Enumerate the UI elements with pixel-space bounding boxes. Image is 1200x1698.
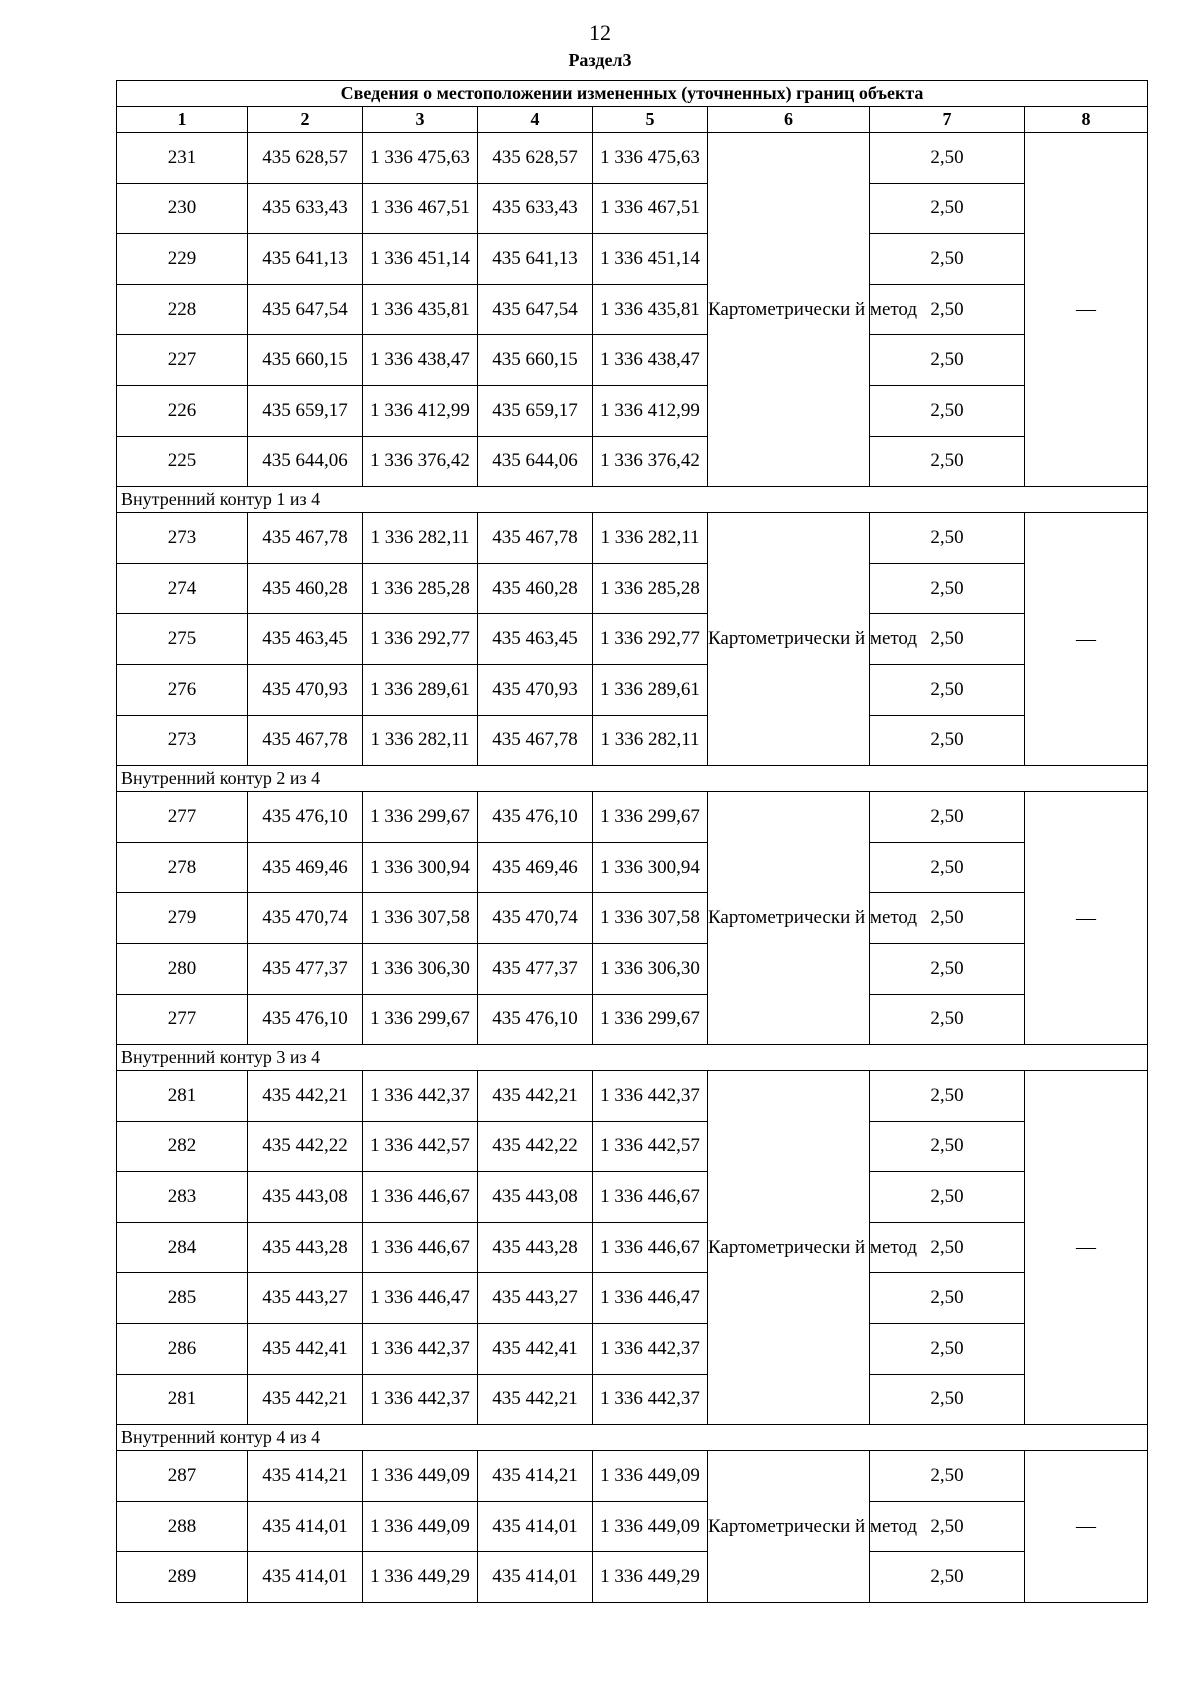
point-number-cell: 273 — [117, 513, 248, 564]
boundary-coordinates-table — [116, 80, 1148, 1603]
point-number-cell: 277 — [117, 792, 248, 843]
y-new-cell: 1 336 475,63 — [593, 133, 708, 184]
x-old-cell: 435 442,21 — [248, 1071, 363, 1122]
x-old-cell: 435 460,28 — [248, 563, 363, 614]
y-new-cell: 1 336 442,57 — [593, 1121, 708, 1172]
x-new-cell: 435 443,27 — [478, 1273, 593, 1324]
y-new-cell: 1 336 449,09 — [593, 1501, 708, 1552]
y-old-cell: 1 336 446,67 — [363, 1222, 478, 1273]
column-header: 1 — [117, 107, 248, 133]
x-new-cell: 435 414,01 — [478, 1501, 593, 1552]
table-row — [117, 1501, 1148, 1552]
y-new-cell: 1 336 442,37 — [593, 1374, 708, 1425]
x-new-cell: 435 467,78 — [478, 513, 593, 564]
y-old-cell: 1 336 475,63 — [363, 133, 478, 184]
point-number-cell: 286 — [117, 1324, 248, 1375]
accuracy-cell: 2,50 — [870, 234, 1025, 285]
table-row — [117, 842, 1148, 893]
table-row — [117, 513, 1148, 564]
accuracy-cell: 2,50 — [870, 335, 1025, 386]
accuracy-cell: 2,50 — [870, 1552, 1025, 1603]
table-row — [117, 614, 1148, 665]
x-old-cell: 435 644,06 — [248, 436, 363, 487]
accuracy-cell: 2,50 — [870, 715, 1025, 766]
point-number-cell: 285 — [117, 1273, 248, 1324]
x-old-cell: 435 442,21 — [248, 1374, 363, 1425]
contour-label-row — [117, 487, 1148, 513]
x-old-cell: 435 442,41 — [248, 1324, 363, 1375]
y-old-cell: 1 336 446,67 — [363, 1172, 478, 1223]
x-new-cell: 435 442,22 — [478, 1121, 593, 1172]
x-new-cell: 435 477,37 — [478, 943, 593, 994]
accuracy-cell: 2,50 — [870, 563, 1025, 614]
table-row — [117, 133, 1148, 184]
accuracy-cell: 2,50 — [870, 664, 1025, 715]
x-new-cell: 435 470,93 — [478, 664, 593, 715]
table-row — [117, 335, 1148, 386]
accuracy-cell: 2,50 — [870, 1172, 1025, 1223]
table-row — [117, 234, 1148, 285]
table-row — [117, 664, 1148, 715]
note-cell: — — [1025, 1451, 1148, 1603]
table-row — [117, 284, 1148, 335]
contour-label-row — [117, 766, 1148, 792]
accuracy-cell: 2,50 — [870, 792, 1025, 843]
table-row — [117, 715, 1148, 766]
table-row — [117, 943, 1148, 994]
y-new-cell: 1 336 442,37 — [593, 1324, 708, 1375]
x-new-cell: 435 469,46 — [478, 842, 593, 893]
x-new-cell: 435 628,57 — [478, 133, 593, 184]
y-old-cell: 1 336 307,58 — [363, 893, 478, 944]
x-new-cell: 435 443,28 — [478, 1222, 593, 1273]
y-old-cell: 1 336 442,57 — [363, 1121, 478, 1172]
y-old-cell: 1 336 299,67 — [363, 994, 478, 1045]
point-number-cell: 281 — [117, 1374, 248, 1425]
y-old-cell: 1 336 282,11 — [363, 715, 478, 766]
x-new-cell: 435 470,74 — [478, 893, 593, 944]
y-old-cell: 1 336 449,29 — [363, 1552, 478, 1603]
accuracy-cell: 2,50 — [870, 1222, 1025, 1273]
accuracy-cell: 2,50 — [870, 1451, 1025, 1502]
x-old-cell: 435 647,54 — [248, 284, 363, 335]
table-row — [117, 436, 1148, 487]
table-row — [117, 1552, 1148, 1603]
x-new-cell: 435 659,17 — [478, 385, 593, 436]
x-new-cell: 435 443,08 — [478, 1172, 593, 1223]
point-number-cell: 274 — [117, 563, 248, 614]
x-new-cell: 435 414,21 — [478, 1451, 593, 1502]
y-old-cell: 1 336 306,30 — [363, 943, 478, 994]
point-number-cell: 278 — [117, 842, 248, 893]
contour-label-row — [117, 1425, 1148, 1451]
point-number-cell: 230 — [117, 183, 248, 234]
y-new-cell: 1 336 285,28 — [593, 563, 708, 614]
point-number-cell: 228 — [117, 284, 248, 335]
y-new-cell: 1 336 282,11 — [593, 513, 708, 564]
point-number-cell: 289 — [117, 1552, 248, 1603]
table-row — [117, 385, 1148, 436]
x-new-cell: 435 442,21 — [478, 1071, 593, 1122]
y-old-cell: 1 336 451,14 — [363, 234, 478, 285]
note-cell: — — [1025, 513, 1148, 766]
column-header: 7 — [870, 107, 1025, 133]
y-new-cell: 1 336 449,09 — [593, 1451, 708, 1502]
y-old-cell: 1 336 289,61 — [363, 664, 478, 715]
method-cell: Картометрически й метод — [708, 1451, 870, 1603]
point-number-cell: 277 — [117, 994, 248, 1045]
note-cell: — — [1025, 133, 1148, 487]
point-number-cell: 275 — [117, 614, 248, 665]
y-old-cell: 1 336 442,37 — [363, 1324, 478, 1375]
accuracy-cell: 2,50 — [870, 943, 1025, 994]
y-new-cell: 1 336 451,14 — [593, 234, 708, 285]
x-new-cell: 435 647,54 — [478, 284, 593, 335]
accuracy-cell: 2,50 — [870, 1273, 1025, 1324]
contour-label: Внутренний контур 4 из 4 — [117, 1425, 1148, 1451]
x-old-cell: 435 414,01 — [248, 1552, 363, 1603]
table-row — [117, 563, 1148, 614]
table-row — [117, 1324, 1148, 1375]
x-new-cell: 435 644,06 — [478, 436, 593, 487]
y-old-cell: 1 336 449,09 — [363, 1451, 478, 1502]
note-cell: — — [1025, 792, 1148, 1045]
accuracy-cell: 2,50 — [870, 183, 1025, 234]
x-new-cell: 435 633,43 — [478, 183, 593, 234]
column-header: 6 — [708, 107, 870, 133]
x-new-cell: 435 641,13 — [478, 234, 593, 285]
point-number-cell: 276 — [117, 664, 248, 715]
column-header-row — [117, 107, 1148, 133]
y-new-cell: 1 336 442,37 — [593, 1071, 708, 1122]
y-new-cell: 1 336 299,67 — [593, 994, 708, 1045]
table-row — [117, 1172, 1148, 1223]
y-new-cell: 1 336 446,67 — [593, 1172, 708, 1223]
y-old-cell: 1 336 442,37 — [363, 1374, 478, 1425]
y-new-cell: 1 336 307,58 — [593, 893, 708, 944]
y-old-cell: 1 336 300,94 — [363, 842, 478, 893]
x-old-cell: 435 463,45 — [248, 614, 363, 665]
y-old-cell: 1 336 442,37 — [363, 1071, 478, 1122]
contour-label-row — [117, 1045, 1148, 1071]
point-number-cell: 231 — [117, 133, 248, 184]
point-number-cell: 225 — [117, 436, 248, 487]
accuracy-cell: 2,50 — [870, 893, 1025, 944]
point-number-cell: 273 — [117, 715, 248, 766]
x-old-cell: 435 470,93 — [248, 664, 363, 715]
column-header: 2 — [248, 107, 363, 133]
y-old-cell: 1 336 446,47 — [363, 1273, 478, 1324]
point-number-cell: 227 — [117, 335, 248, 386]
point-number-cell: 281 — [117, 1071, 248, 1122]
y-new-cell: 1 336 292,77 — [593, 614, 708, 665]
y-new-cell: 1 336 376,42 — [593, 436, 708, 487]
x-old-cell: 435 443,28 — [248, 1222, 363, 1273]
x-new-cell: 435 476,10 — [478, 792, 593, 843]
x-new-cell: 435 476,10 — [478, 994, 593, 1045]
method-cell: Картометрически й метод — [708, 513, 870, 766]
table-row — [117, 792, 1148, 843]
x-old-cell: 435 443,27 — [248, 1273, 363, 1324]
x-new-cell: 435 460,28 — [478, 563, 593, 614]
column-header: 5 — [593, 107, 708, 133]
accuracy-cell: 2,50 — [870, 284, 1025, 335]
y-old-cell: 1 336 412,99 — [363, 385, 478, 436]
y-old-cell: 1 336 438,47 — [363, 335, 478, 386]
y-old-cell: 1 336 449,09 — [363, 1501, 478, 1552]
y-new-cell: 1 336 306,30 — [593, 943, 708, 994]
contour-label: Внутренний контур 1 из 4 — [117, 487, 1148, 513]
contour-label: Внутренний контур 2 из 4 — [117, 766, 1148, 792]
y-new-cell: 1 336 282,11 — [593, 715, 708, 766]
x-old-cell: 435 470,74 — [248, 893, 363, 944]
contour-label: Внутренний контур 3 из 4 — [117, 1045, 1148, 1071]
column-header: 8 — [1025, 107, 1148, 133]
method-cell: Картометрически й метод — [708, 792, 870, 1045]
y-new-cell: 1 336 467,51 — [593, 183, 708, 234]
x-new-cell: 435 463,45 — [478, 614, 593, 665]
y-new-cell: 1 336 446,47 — [593, 1273, 708, 1324]
point-number-cell: 288 — [117, 1501, 248, 1552]
section-title: Раздел3 — [568, 50, 632, 70]
accuracy-cell: 2,50 — [870, 133, 1025, 184]
accuracy-cell: 2,50 — [870, 1121, 1025, 1172]
y-new-cell: 1 336 299,67 — [593, 792, 708, 843]
x-old-cell: 435 659,17 — [248, 385, 363, 436]
x-old-cell: 435 442,22 — [248, 1121, 363, 1172]
point-number-cell: 279 — [117, 893, 248, 944]
point-number-cell: 282 — [117, 1121, 248, 1172]
accuracy-cell: 2,50 — [870, 1324, 1025, 1375]
y-old-cell: 1 336 282,11 — [363, 513, 478, 564]
x-new-cell: 435 660,15 — [478, 335, 593, 386]
table-row — [117, 183, 1148, 234]
x-new-cell: 435 442,21 — [478, 1374, 593, 1425]
column-header: 4 — [478, 107, 593, 133]
x-old-cell: 435 414,01 — [248, 1501, 363, 1552]
table-body — [117, 133, 1148, 1603]
y-new-cell: 1 336 446,67 — [593, 1222, 708, 1273]
y-old-cell: 1 336 285,28 — [363, 563, 478, 614]
x-new-cell: 435 414,01 — [478, 1552, 593, 1603]
accuracy-cell: 2,50 — [870, 385, 1025, 436]
x-old-cell: 435 476,10 — [248, 994, 363, 1045]
accuracy-cell: 2,50 — [870, 614, 1025, 665]
table-title-row — [117, 81, 1148, 107]
point-number-cell: 229 — [117, 234, 248, 285]
table-row — [117, 1222, 1148, 1273]
y-old-cell: 1 336 467,51 — [363, 183, 478, 234]
y-new-cell: 1 336 412,99 — [593, 385, 708, 436]
x-old-cell: 435 414,21 — [248, 1451, 363, 1502]
page-number: 12 — [589, 20, 611, 45]
x-old-cell: 435 467,78 — [248, 513, 363, 564]
column-header: 3 — [363, 107, 478, 133]
x-old-cell: 435 633,43 — [248, 183, 363, 234]
accuracy-cell: 2,50 — [870, 994, 1025, 1045]
note-cell: — — [1025, 1071, 1148, 1425]
accuracy-cell: 2,50 — [870, 842, 1025, 893]
x-old-cell: 435 476,10 — [248, 792, 363, 843]
accuracy-cell: 2,50 — [870, 1071, 1025, 1122]
point-number-cell: 226 — [117, 385, 248, 436]
point-number-cell: 287 — [117, 1451, 248, 1502]
table-row — [117, 893, 1148, 944]
y-new-cell: 1 336 438,47 — [593, 335, 708, 386]
table-row — [117, 1273, 1148, 1324]
x-old-cell: 435 641,13 — [248, 234, 363, 285]
y-new-cell: 1 336 289,61 — [593, 664, 708, 715]
accuracy-cell: 2,50 — [870, 1374, 1025, 1425]
x-old-cell: 435 477,37 — [248, 943, 363, 994]
x-old-cell: 435 469,46 — [248, 842, 363, 893]
accuracy-cell: 2,50 — [870, 436, 1025, 487]
y-new-cell: 1 336 435,81 — [593, 284, 708, 335]
x-old-cell: 435 660,15 — [248, 335, 363, 386]
y-old-cell: 1 336 292,77 — [363, 614, 478, 665]
accuracy-cell: 2,50 — [870, 513, 1025, 564]
y-new-cell: 1 336 300,94 — [593, 842, 708, 893]
table-row — [117, 1121, 1148, 1172]
y-new-cell: 1 336 449,29 — [593, 1552, 708, 1603]
method-cell: Картометрически й метод — [708, 1071, 870, 1425]
table-row — [117, 1071, 1148, 1122]
point-number-cell: 280 — [117, 943, 248, 994]
y-old-cell: 1 336 299,67 — [363, 792, 478, 843]
x-new-cell: 435 442,41 — [478, 1324, 593, 1375]
y-old-cell: 1 336 376,42 — [363, 436, 478, 487]
table-row — [117, 1451, 1148, 1502]
point-number-cell: 283 — [117, 1172, 248, 1223]
table-title: Сведения о местоположении измененных (уточненных) границ объекта — [117, 81, 1148, 107]
y-old-cell: 1 336 435,81 — [363, 284, 478, 335]
table-row — [117, 1374, 1148, 1425]
x-new-cell: 435 467,78 — [478, 715, 593, 766]
x-old-cell: 435 467,78 — [248, 715, 363, 766]
method-cell: Картометрически й метод — [708, 133, 870, 487]
accuracy-cell: 2,50 — [870, 1501, 1025, 1552]
point-number-cell: 284 — [117, 1222, 248, 1273]
x-old-cell: 435 443,08 — [248, 1172, 363, 1223]
table-row — [117, 994, 1148, 1045]
x-old-cell: 435 628,57 — [248, 133, 363, 184]
